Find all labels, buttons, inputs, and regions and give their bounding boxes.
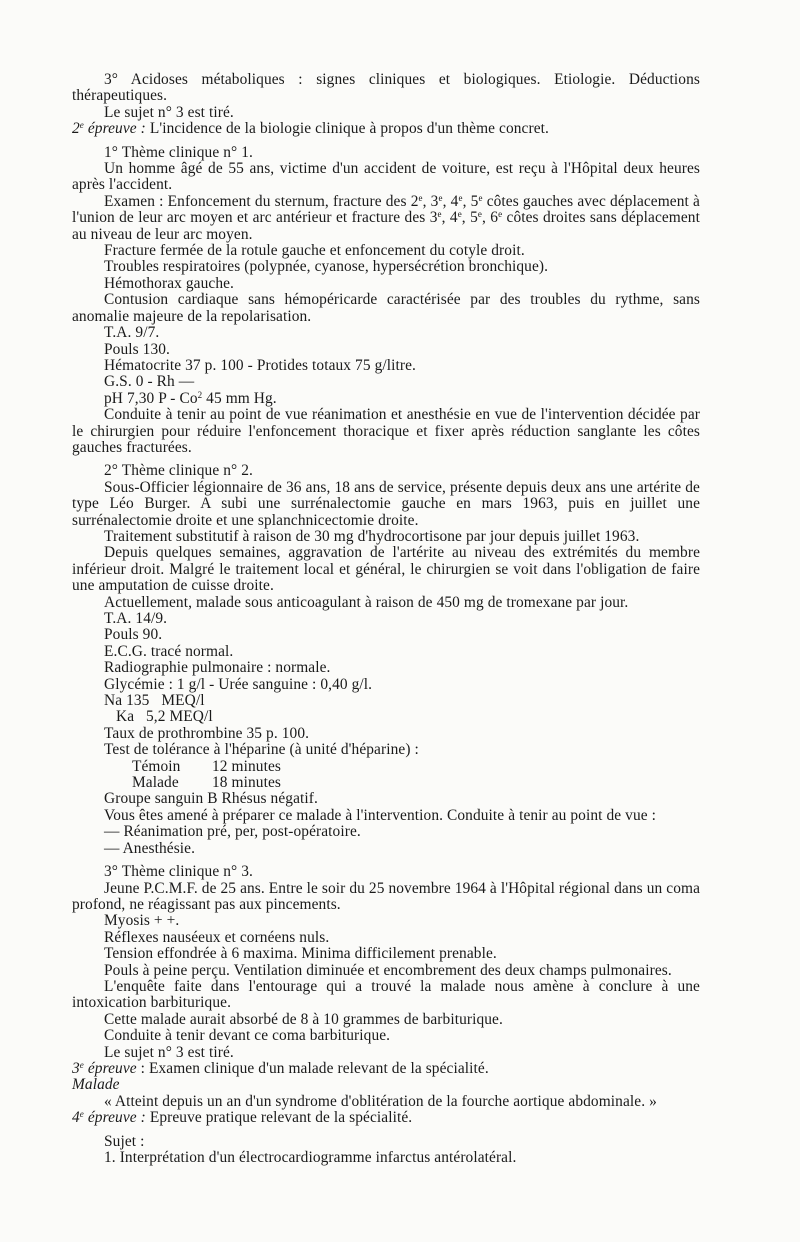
theme-3-para: Pouls à peine perçu. Ventilation diminuée et encombrement des deux champs pulmonaires.: [104, 961, 672, 979]
theme-1-line: Hématocrite 37 p. 100 - Protides totaux 75 g/litre.: [104, 356, 416, 374]
theme-2-para: E.C.G. tracé normal.: [104, 642, 234, 660]
sujet-item-1: 1. Interprétation d'un électrocardiogramme infarctus antérolatéral.: [104, 1149, 517, 1166]
subject-drawn: Le sujet n° 3 est tiré.: [104, 103, 234, 121]
theme-3-para: Jeune P.C.M.F. de 25 ans. Entre le soir du 25 novembre 1964 à l'Hôpital régional dans un coma profond, ne réagissant pas aux pincements.: [72, 879, 700, 913]
theme-2-para: Actuellement, malade sous anticoagulant à raison de 450 mg de tromexane par jour.: [104, 593, 629, 611]
theme-2-heparin: Test de tolérance à l'héparine (à unité d'héparine) :: [104, 741, 419, 759]
theme-3-para: Myosis + +.: [104, 912, 180, 930]
theme-2-para: Sous-Officier légionnaire de 36 ans, 18 ans de service, présente depuis deux ans une artérite de type Léo Burger. A subi une surrénalectomie gauche en mars 1963, puis en juillet une surrénalectomie droite et une splanchnicectomie droite.: [72, 478, 700, 529]
theme-3-para: Conduite à tenir devant ce coma barbiturique.: [104, 1027, 391, 1045]
theme-2-item: — Anesthésie.: [104, 839, 196, 857]
theme-2-ka: Ka 5,2 MEQ/l: [116, 708, 213, 726]
theme-1-line: Troubles respiratoires (polypnée, cyanose, hypersécrétion bronchique).: [104, 258, 549, 276]
theme-2-para: Traitement substitutif à raison de 30 mg d'hydrocortisone par jour depuis juillet 1963.: [104, 527, 640, 545]
malade-quote: « Atteint depuis un an d'un syndrome d'oblitération de la fourche aortique abdominale. »: [104, 1092, 657, 1110]
theme-2-prothrombin: Taux de prothrombine 35 p. 100.: [104, 724, 310, 742]
malade-label: Malade: [72, 1076, 120, 1094]
theme-1-line: Hémothorax gauche.: [104, 274, 235, 292]
theme-2-item: — Réanimation pré, per, post-opératoire.: [104, 823, 361, 841]
epreuve-4-heading: 4e épreuve : Epreuve pratique relevant de la spécialité.: [72, 1109, 413, 1127]
theme-1-exam: Examen : Enfoncement du sternum, fracture des 2e, 3e, 4e, 5e côtes gauches avec déplacement à l'union de leur arc moyen et arc antérieur et fracture des 3e, 4e, 5e, 6e côtes droites sans déplacement au niveau de leur arc moyen.: [72, 192, 700, 243]
theme-2-para: Radiographie pulmonaire : normale.: [104, 659, 331, 677]
theme-2-na: Na 135 MEQ/l: [104, 692, 205, 710]
theme-3-para: Le sujet n° 3 est tiré.: [104, 1043, 234, 1061]
theme-1-line: T.A. 9/7.: [104, 324, 160, 342]
theme-1-line: Fracture fermée de la rotule gauche et enfoncement du cotyle droit.: [104, 242, 525, 260]
theme-1-ph: pH 7,30 P - Co$^2$ 45 mm Hg.: [104, 389, 277, 407]
theme-2-para: Pouls 90.: [104, 626, 163, 644]
theme-1-line: Pouls 130.: [104, 340, 170, 358]
theme-3-para: L'enquête faite dans l'entourage qui a trouvé la malade nous amène à conclure à une intoxication barbiturique.: [72, 977, 700, 1012]
theme-3-para: Tension effondrée à 6 maxima. Minima difficilement prenable.: [104, 945, 497, 963]
epreuve-2-heading: 2e épreuve : L'incidence de la biologie clinique à propos d'un thème concret.: [72, 120, 549, 138]
theme-1-intro: Un homme âgé de 55 ans, victime d'un accident de voiture, est reçu à l'Hôpital deux heures après l'accident.: [72, 160, 700, 194]
theme-2-para: Depuis quelques semaines, aggravation de l'artérite au niveau des extrémités du membre inférieur droit. Malgré le traitement local et général, le chirurgien se voit dans l'obligation de faire une amputation de cuisse droite.: [72, 544, 700, 595]
theme-2-temoin: Témoin 12 minutes: [132, 757, 281, 775]
theme-3-para: Réflexes nauséeux et cornéens nuls.: [104, 928, 330, 946]
sujet-label: Sujet :: [104, 1132, 145, 1150]
theme-1-conduct: Conduite à tenir au point de vue réanimation et anesthésie en vue de l'intervention décidée par le chirurgien pour réduire l'enfoncement thoracique et fixer après réduction sanglante les côtes gauches fracturées.: [72, 406, 700, 456]
theme-2-para: T.A. 14/9.: [104, 610, 168, 627]
theme-1-line: Contusion cardiaque sans hémopéricarde caractérisée par des troubles du rythme, sans anomalie majeure de la repolarisation.: [72, 291, 700, 325]
theme-3-heading: 3° Thème clinique n° 3.: [104, 863, 253, 881]
theme-1-heading: 1° Thème clinique n° 1.: [104, 143, 253, 161]
theme-3-para: Cette malade aurait absorbé de 8 à 10 grammes de barbiturique.: [104, 1010, 503, 1028]
theme-2-malade: Malade 18 minutes: [132, 774, 281, 792]
topic-3-acidoses: 3° Acidoses métaboliques : signes cliniques et biologiques. Etiologie. Déductions thérapeutiques.: [72, 71, 700, 105]
theme-1-line: G.S. 0 - Rh —: [104, 373, 195, 391]
theme-2-heading: 2° Thème clinique n° 2.: [104, 462, 253, 480]
theme-2-conduct: Vous êtes amené à préparer ce malade à l'intervention. Conduite à tenir au point de vue :: [104, 806, 656, 824]
theme-2-blood-group: Groupe sanguin B Rhésus négatif.: [104, 790, 318, 808]
theme-2-para: Glycémie : 1 g/l - Urée sanguine : 0,40 g/l.: [104, 675, 373, 693]
epreuve-3-heading: 3e épreuve : Examen clinique d'un malade relevant de la spécialité.: [72, 1059, 489, 1077]
